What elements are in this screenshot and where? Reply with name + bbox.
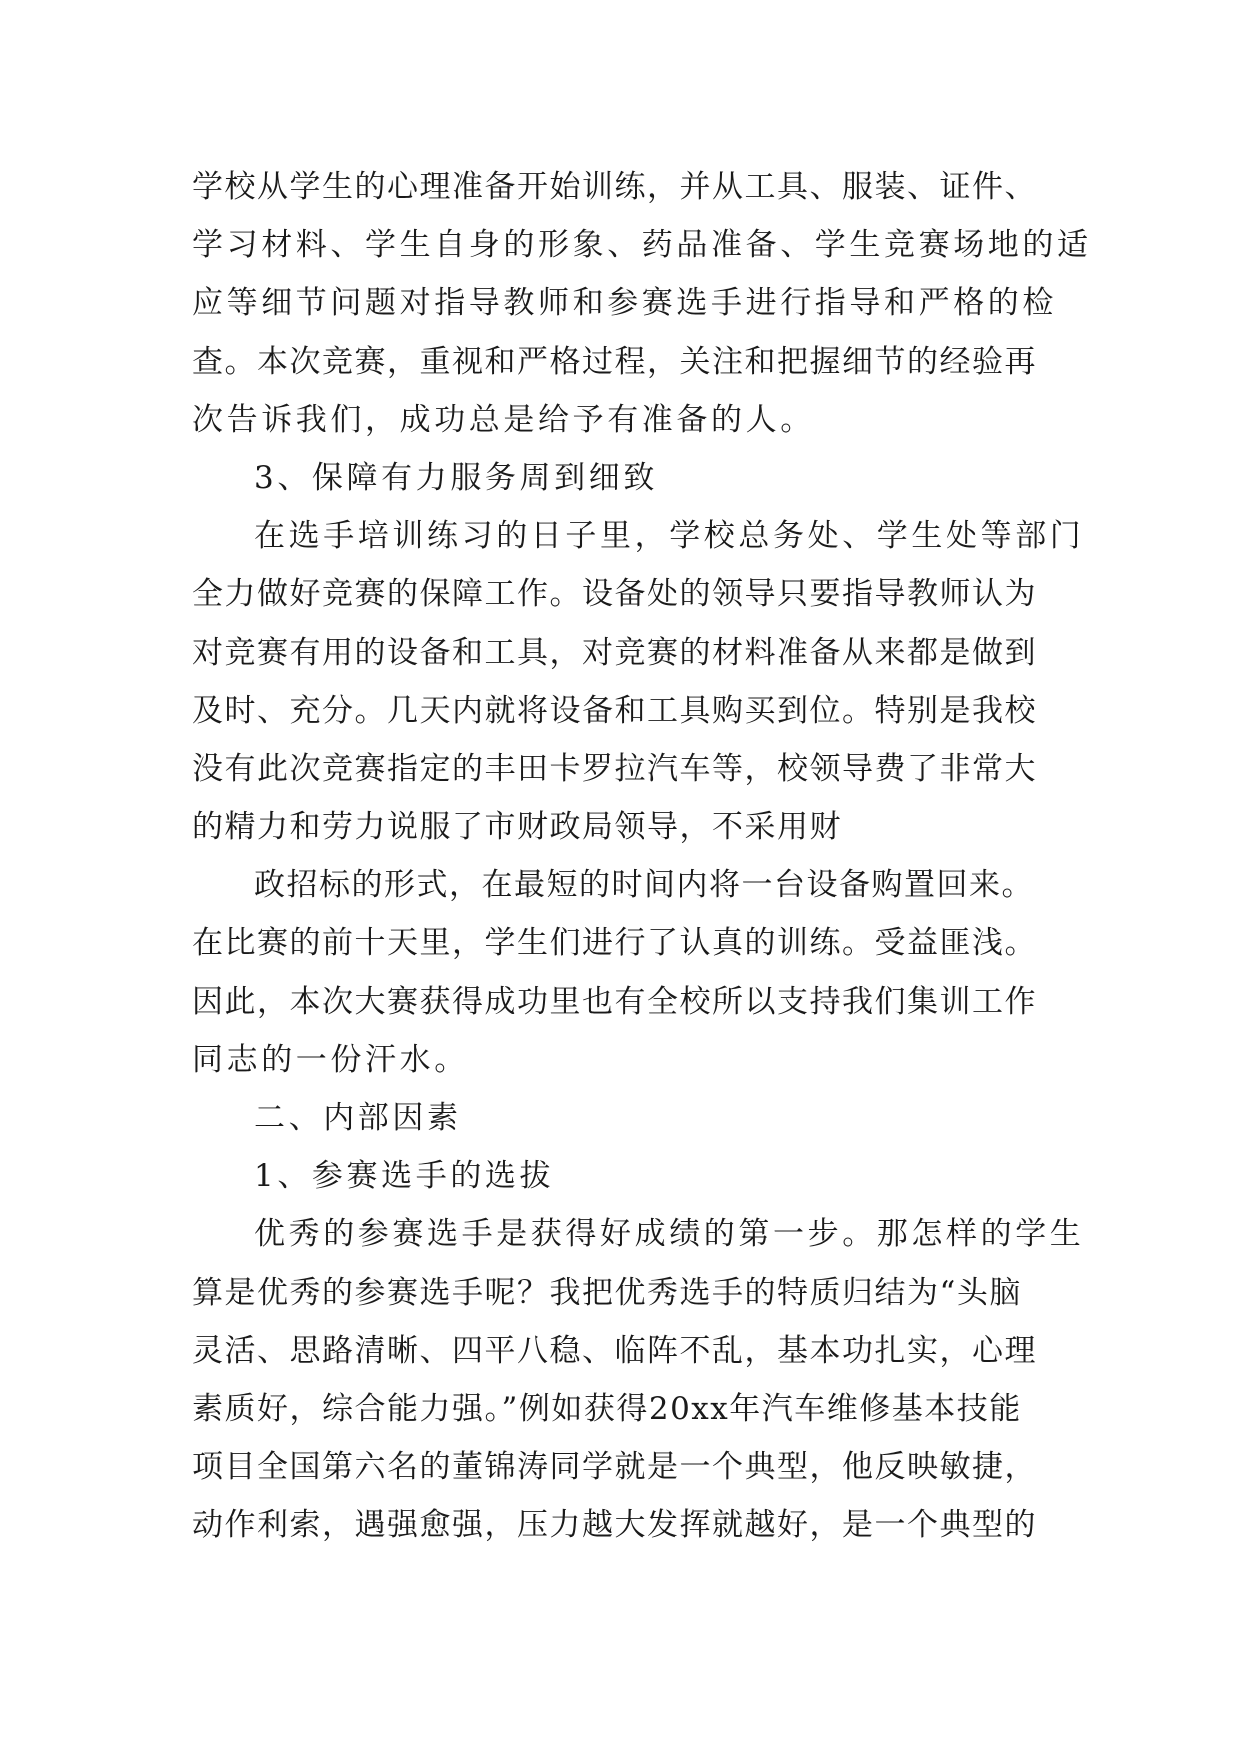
text-line: 项目全国第六名的董锦涛同学就是一个典型，他反映敏捷， [192,1449,1037,1486]
text-line: 没有此次竞赛指定的丰田卡罗拉汽车等，校领导费了非常大 [192,750,1037,787]
section-heading: 二、内部因素 [254,1100,462,1136]
text-line: 政招标的形式，在最短的时间内将一台设备购置回来。 [254,867,1034,904]
text-line: 在比赛的前十天里，学生们进行了认真的训练。受益匪浅。 [192,925,1037,962]
text-line: 应等细节问题对指导教师和参赛选手进行指导和严格的检 [192,285,1057,322]
text-line: 学校从学生的心理准备开始训练，并从工具、服装、证件、 [192,169,1037,205]
text-line: 全力做好竞赛的保障工作。设备处的领导只要指导教师认为 [192,576,1037,613]
section-heading: 1、参赛选手的选拔 [254,1158,555,1195]
document-body [192,158,1092,1555]
text-line: 的精力和劳力说服了市财政局领导，不采用财 [192,809,842,846]
text-line: 优秀的参赛选手是获得好成绩的第一步。那怎样的学生 [254,1216,1085,1253]
text-line: 算是优秀的参赛选手呢？我把优秀选手的特质归结为“头脑 [192,1274,1022,1311]
text-line: 查。本次竞赛，重视和严格过程，关注和把握细节的经验再 [192,343,1037,380]
text-line: 及时、充分。几天内就将设备和工具购买到位。特别是我校 [192,692,1037,729]
text-line: 次告诉我们，成功总是给予有准备的人。 [192,401,815,438]
text-line: 素质好，综合能力强。”例如获得20xx年汽车维修基本技能 [192,1390,1022,1427]
text-line: 对竞赛有用的设备和工具，对竞赛的材料准备从来都是做到 [192,634,1037,671]
text-line: 灵活、思路清晰、四平八稳、临阵不乱，基本功扎实，心理 [192,1332,1037,1369]
section-heading: 3、保障有力服务周到细致 [254,459,658,496]
text-line: 学习材料、学生自身的形象、药品准备、学生竞赛场地的适 [192,227,1092,264]
text-line: 在选手培训练习的日子里，学校总务处、学生处等部门 [254,518,1085,555]
text-line: 同志的一份汗水。 [192,1041,469,1078]
text-line: 因此，本次大赛获得成功里也有全校所以支持我们集训工作 [192,983,1037,1020]
text-line: 动作利索，遇强愈强，压力越大发挥就越好，是一个典型的 [192,1507,1037,1544]
